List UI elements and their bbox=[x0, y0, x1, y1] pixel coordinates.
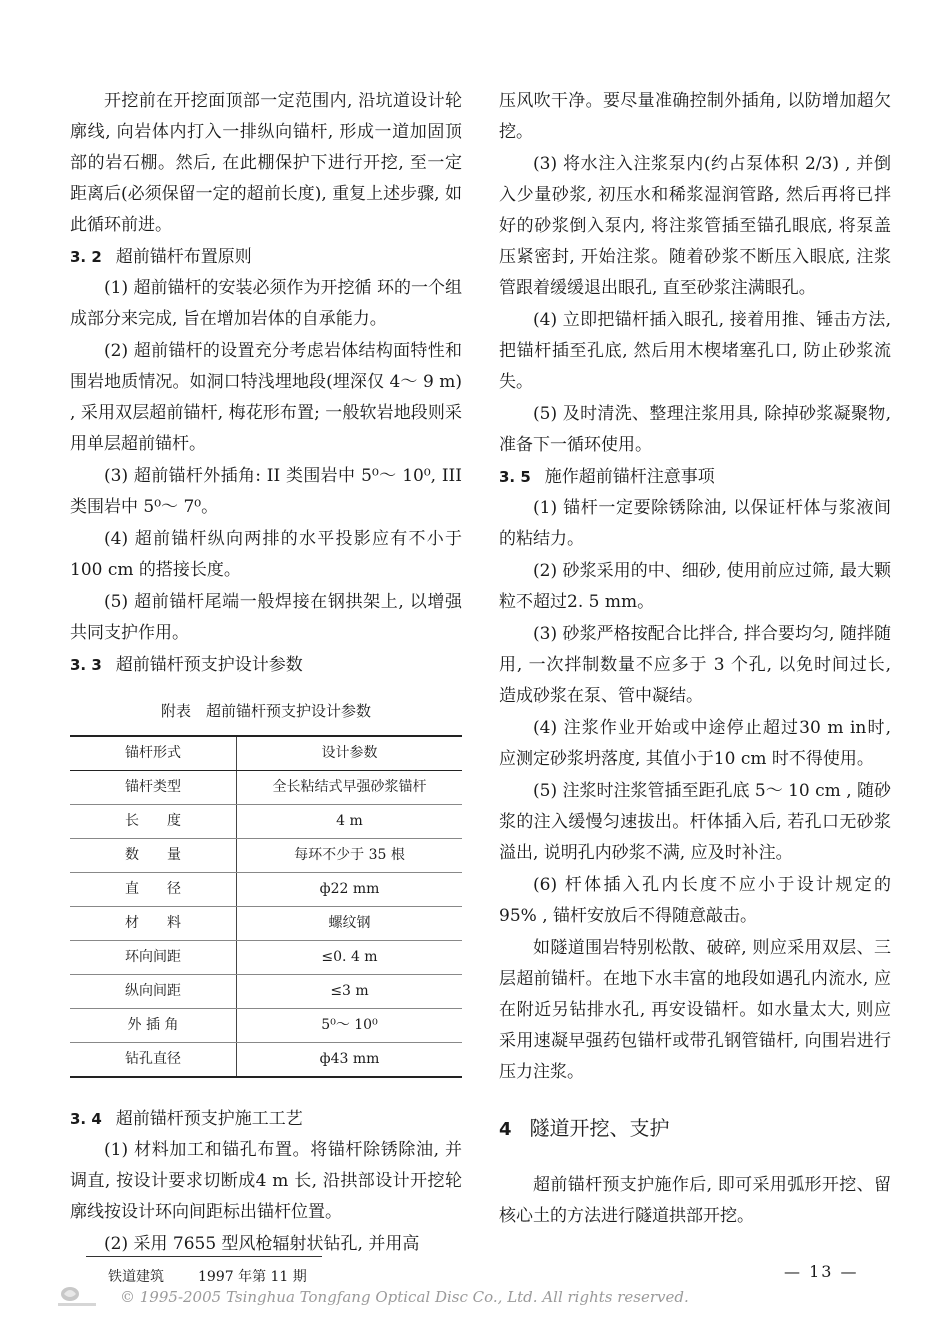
table-header-cell: 锚杆形式 bbox=[70, 736, 237, 771]
journal-issue: 1997 年第 11 期 bbox=[198, 1269, 307, 1285]
section-title: 超前锚杆布置原则 bbox=[115, 247, 252, 267]
paragraph: (3) 将水注入注浆泵内(约占泵体积 2/3) , 并倒入少量砂浆, 初压水和稀浆湿润管路, 然后再将已拌好的砂浆倒入泵内, 将注浆管插至锚孔眼底, 将泵盖压紧密封, 开始注浆。随着砂浆不断压入眼底, 注浆管跟着缓缓退出眼孔, 直至砂浆注满眼孔。 bbox=[499, 154, 891, 298]
intro-paragraph: 开挖前在开挖面顶部一定范围内, 沿坑道设计轮廓线, 向岩体内打入一排纵向锚杆, 形成一道加固顶部的岩石棚。然后, 在此棚保护下进行开挖, 至一定距离后(必须保留一定的超前长度), 重复上述步骤, 如此循环前进。 bbox=[70, 91, 462, 235]
table-caption: 附表 超前锚杆预支护设计参数 bbox=[160, 702, 371, 720]
section-heading-3-4 bbox=[70, 1104, 462, 1135]
table-header-cell: 设计参数 bbox=[237, 736, 463, 771]
section-title: 超前锚杆预支护设计参数 bbox=[115, 655, 303, 675]
section-heading-3-5 bbox=[499, 462, 891, 493]
table-row bbox=[70, 873, 462, 907]
table-cell-value: 螺纹钢 bbox=[237, 907, 463, 941]
table-row bbox=[70, 805, 462, 839]
paragraph: (5) 超前锚杆尾端一般焊接在钢拱架上, 以增强共同支护作用。 bbox=[70, 592, 462, 643]
table-cell-value: ф43 mm bbox=[237, 1043, 463, 1078]
table-row bbox=[70, 941, 462, 975]
section-number: 4 bbox=[499, 1119, 512, 1140]
table-cell-key: 长 度 bbox=[70, 805, 237, 839]
table-cell-value: 4 m bbox=[237, 805, 463, 839]
table-row bbox=[70, 1009, 462, 1043]
table-row bbox=[70, 975, 462, 1009]
section-number: 3. 5 bbox=[499, 468, 531, 486]
table-cell-key: 材 料 bbox=[70, 907, 237, 941]
page-number: — 13 — bbox=[784, 1262, 859, 1281]
table-header-row bbox=[70, 736, 462, 771]
section-title: 超前锚杆预支护施工工艺 bbox=[115, 1109, 303, 1129]
table-cell-key: 数 量 bbox=[70, 839, 237, 873]
table-cell-value: 5⁰～ 10⁰ bbox=[237, 1009, 463, 1043]
paragraph: (5) 注浆时注浆管插至距孔底 5～ 10 cm , 随砂浆的注入缓慢匀速拔出。杆体插入后, 若孔口无砂浆溢出, 说明孔内砂浆不满, 应及时补注。 bbox=[499, 781, 891, 863]
table-cell-key: 纵向间距 bbox=[70, 975, 237, 1009]
table-cell-key: 环向间距 bbox=[70, 941, 237, 975]
copyright-notice: © 1995-2005 Tsinghua Tongfang Optical Disc Co., Ltd. All rights reserved. bbox=[120, 1288, 689, 1306]
section-heading-4 bbox=[499, 1108, 891, 1150]
paragraph: 超前锚杆预支护施作后, 即可采用弧形开挖、留核心土的方法进行隧道拱部开挖。 bbox=[499, 1175, 891, 1226]
table-row bbox=[70, 771, 462, 805]
paragraph: 如隧道围岩特别松散、破碎, 则应采用双层、三层超前锚杆。在地下水丰富的地段如遇孔内流水, 应在附近另钻排水孔, 再安设锚杆。如水量太大, 则应采用速凝早强药包锚杆或带孔钢管锚杆, 向围岩进行压力注浆。 bbox=[499, 938, 891, 1082]
section-heading-3-2 bbox=[70, 242, 462, 273]
continued-paragraph: 压风吹干净。要尽量准确控制外插角, 以防增加超欠挖。 bbox=[499, 91, 891, 142]
table-cell-value: 每环不少于 35 根 bbox=[237, 839, 463, 873]
table-cell-key: 锚杆类型 bbox=[70, 771, 237, 805]
paragraph: (1) 超前锚杆的安装必须作为开挖循 环的一个组成部分来完成, 旨在增加岩体的自承能力。 bbox=[70, 278, 462, 329]
paragraph: (2) 超前锚杆的设置充分考虑岩体结构面特性和围岩地质情况。如洞口特浅埋地段(埋深仅 4～ 9 m) , 采用双层超前锚杆, 梅花形布置; 一般软岩地段则采用单层超前锚杆。 bbox=[70, 341, 462, 454]
table-cell-value: ф22 mm bbox=[237, 873, 463, 907]
table-cell-value: ≤0. 4 m bbox=[237, 941, 463, 975]
publisher-logo-icon bbox=[56, 1284, 100, 1308]
paragraph: (1) 材料加工和锚孔布置。将锚杆除锈除油, 并调直, 按设计要求切断成4 m 长, 沿拱部设计开挖轮廓线按设计环向间距标出锚杆位置。 bbox=[70, 1140, 462, 1222]
table-row bbox=[70, 1043, 462, 1078]
paragraph: (5) 及时清洗、整理注浆用具, 除掉砂浆凝聚物, 准备下一循环使用。 bbox=[499, 404, 891, 455]
parameters-table bbox=[70, 735, 462, 1078]
paragraph: (3) 砂浆严格按配合比拌合, 拌合要均匀, 随拌随用, 一次拌制数量不应多于 3 个孔, 以免时间过长, 造成砂浆在泵、管中凝结。 bbox=[499, 624, 891, 706]
journal-info bbox=[108, 1266, 341, 1286]
paragraph: (2) 采用 7655 型风枪辐射状钻孔, 并用高 bbox=[104, 1234, 420, 1254]
table-cell-key: 直 径 bbox=[70, 873, 237, 907]
left-column bbox=[70, 86, 462, 1261]
table-cell-key: 外 插 角 bbox=[70, 1009, 237, 1043]
section-number: 3. 4 bbox=[70, 1110, 102, 1128]
table-cell-key: 钻孔直径 bbox=[70, 1043, 237, 1078]
section-heading-3-3 bbox=[70, 650, 462, 681]
section-number: 3. 2 bbox=[70, 248, 102, 266]
table-cell-value: 全长粘结式早强砂浆锚杆 bbox=[237, 771, 463, 805]
paragraph: (4) 超前锚杆纵向两排的水平投影应有不小于 100 cm 的搭接长度。 bbox=[70, 529, 462, 580]
paragraph: (4) 注浆作业开始或中途停止超过30 m in时, 应测定砂浆坍落度, 其值小于10 cm 时不得使用。 bbox=[499, 718, 891, 769]
table-row bbox=[70, 839, 462, 873]
footer-rule bbox=[86, 1256, 322, 1257]
table-row bbox=[70, 907, 462, 941]
section-title: 隧道开挖、支护 bbox=[529, 1116, 670, 1140]
section-title: 施作超前锚杆注意事项 bbox=[544, 467, 715, 487]
paragraph: (3) 超前锚杆外插角: II 类围岩中 5⁰～ 10⁰, III类围岩中 5⁰～ 7⁰。 bbox=[70, 466, 462, 517]
right-column bbox=[499, 86, 891, 1233]
journal-name: 铁道建筑 bbox=[108, 1269, 164, 1285]
section-number: 3. 3 bbox=[70, 656, 102, 674]
paragraph: (4) 立即把锚杆插入眼孔, 接着用推、锤击方法, 把锚杆插至孔底, 然后用木楔堵塞孔口, 防止砂浆流失。 bbox=[499, 310, 891, 392]
paragraph: (2) 砂浆采用的中、细砂, 使用前应过筛, 最大颗粒不超过2. 5 mm。 bbox=[499, 561, 891, 612]
paragraph: (6) 杆体插入孔内长度不应小于设计规定的 95% , 锚杆安放后不得随意敲击。 bbox=[499, 875, 891, 926]
paragraph: (1) 锚杆一定要除锈除油, 以保证杆体与浆液间的粘结力。 bbox=[499, 498, 891, 549]
table-cell-value: ≤3 m bbox=[237, 975, 463, 1009]
